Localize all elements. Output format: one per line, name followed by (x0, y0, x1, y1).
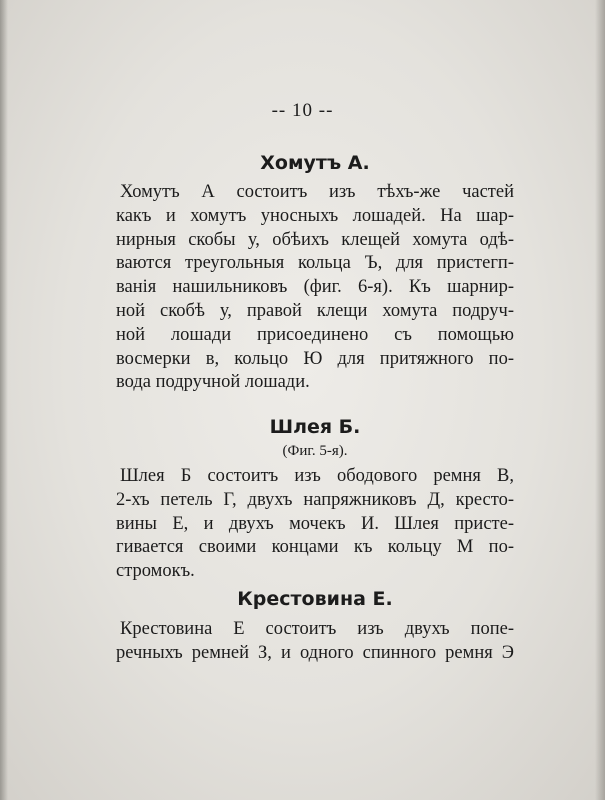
text-line: вода подручной лошади. (116, 372, 310, 393)
text-line: Шлея Б состоитъ изъ ободового ремня В, (120, 466, 514, 486)
text-line: ваются треугольныя кольца Ъ, для пристегп- (116, 253, 514, 274)
figure-reference: (Фиг. 5-я). (282, 443, 348, 459)
text-line: ной лошади присоединено съ помощью (116, 324, 514, 345)
text-line: Хомутъ А состоитъ изъ тѣхъ-же частей (120, 182, 514, 202)
text-line: какъ и хомутъ уносныхъ лошадей. На шар- (116, 205, 514, 226)
section-krestovina (116, 586, 514, 666)
section-heading: Шлея Б. (269, 416, 361, 438)
section-heading: Хомутъ А. (260, 152, 370, 174)
section-paragraph (116, 618, 514, 666)
section-paragraph (116, 465, 514, 584)
text-line: 2-хъ петель Г, двухъ напряжниковъ Д, кресто- (116, 489, 514, 510)
text-line: гивается своими концами къ кольцу М по- (116, 537, 514, 558)
text-line: Крестовина Е состоитъ изъ двухъ попе- (120, 619, 514, 639)
section-heading: Крестовина Е. (237, 588, 393, 610)
text-line: восмерки в, кольцо Ю для притяжного по- (116, 348, 514, 369)
text-line: нирныя скобы у, обѣихъ клещей хомута одѣ- (116, 229, 514, 250)
text-line: ванія нашильниковъ (фиг. 6-я). Къ шарнир- (116, 277, 514, 298)
text-line: вины Е, и двухъ мочекъ И. Шлея присте- (116, 513, 514, 534)
section-shleya (116, 414, 514, 584)
text-line: стромокъ. (116, 561, 195, 582)
page-number: -- 10 -- (271, 100, 334, 121)
text-line: речныхъ ремней З, и одного спинного ремня Э (116, 642, 514, 663)
section-khomut (116, 150, 514, 395)
text-line: ной скобѣ у, правой клещи хомута подруч- (116, 300, 514, 321)
section-paragraph (116, 181, 514, 395)
